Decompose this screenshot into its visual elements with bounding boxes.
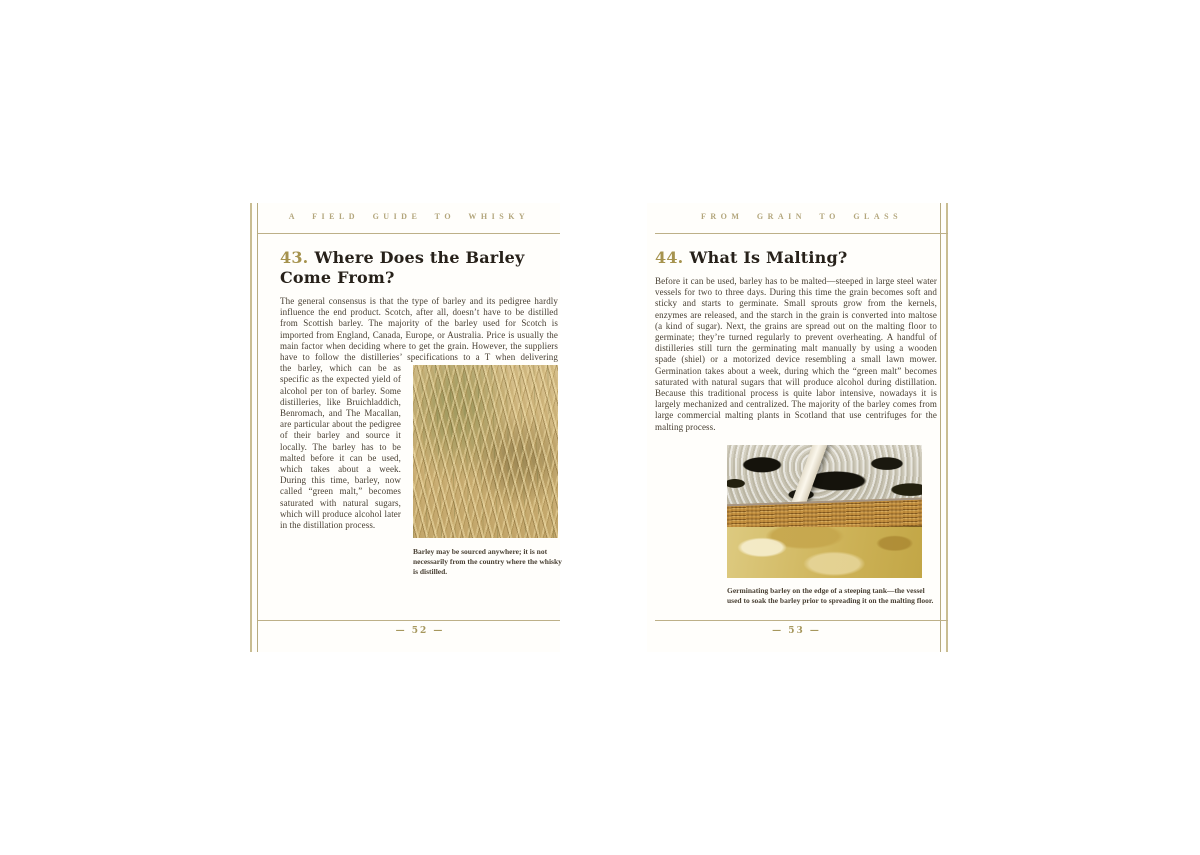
steeping-tank-figure (727, 445, 934, 606)
body-with-photo (280, 363, 562, 577)
header-rule (655, 233, 948, 234)
section-number: 43. (280, 248, 309, 267)
barley-photo-caption: Barley may be sourced anywhere; it is not necessarily from the country where the whisky is distilled. (413, 547, 562, 577)
footer-rule (655, 620, 948, 621)
section-title: Where Does the Barley Come From? (280, 248, 525, 287)
section-title: What Is Malting? (689, 248, 848, 267)
page-number: — 52 — (395, 626, 445, 636)
page-fore-edge-lines (250, 203, 258, 652)
body-paragraph-intro: The general consensus is that the type of barley and its pedigree hardly influence the end product. Scotch, after all, doesn’t have to be distilled from Scottish barley. The majority of the barley used for Scotch is imported from England, Canada, Europe, or Australia. Price is usually the main factor when deciding where to get the grain. However, the suppliers have to follow the distilleries’ specifications to a T when delivering (280, 296, 558, 363)
section-heading (655, 248, 937, 268)
body-paragraph: Before it can be used, barley has to be malted—steeped in large steel water vessels for two to three days. During this time the grain becomes soft and sticky and starts to germinate. Small sprouts grow from the kernels, enzymes are released, and the starch in the grain is converted into maltose (a kind of sugar). Next, the grains are spread out on the malting floor to germinate; they’re turned regularly to prevent overheating. A handful of distilleries still turn the germinating malt manually by using a wooden spade (shiel) or a motorized device resembling a small lawn mower. Germination takes about a week, during which the “green malt” becomes saturated with natural sugars that will produce alcohol during distillation. Because this traditional process is quite labor intensive, nowadays it is largely mechanized and centralized. The majority of the barley comes from large commercial malting plants in Scotland that use centrifuges for the malting process. (655, 276, 937, 432)
book-page-left (250, 203, 560, 652)
header-rule (258, 233, 560, 234)
left-page-content (280, 248, 562, 577)
page-fore-edge-lines (940, 203, 948, 652)
steeping-tank-photo (727, 445, 922, 578)
barley-field-photo (413, 365, 558, 538)
foam-water-area (727, 445, 922, 507)
tank-photo-caption: Germinating barley on the edge of a steeping tank—the vessel used to soak the barley prior to spreading it on the malting floor. (727, 585, 934, 605)
running-header: A FIELD GUIDE TO WHISKY (288, 212, 530, 221)
tank-wall (727, 527, 922, 578)
book-page-right (647, 203, 948, 652)
barley-field-figure (413, 365, 562, 577)
body-paragraph-wrapped: the barley, which can be as specific as the expected yield of alcohol per ton of barley. Some distilleries, like Bruichladdich, Benromach, and The Macallan, are particular about the pedigree of their barley and source it locally. The barley has to be malted before it can be used, which takes about a week. During this time, barley, now called “green malt,” becomes saturated with natural sugars, which will produce alcohol later in the distillation process. (280, 363, 401, 531)
footer-rule (258, 620, 560, 621)
running-header: FROM GRAIN TO GLASS (700, 212, 903, 221)
section-heading (280, 248, 558, 288)
page-number: — 53 — (772, 626, 821, 636)
section-number: 44. (655, 248, 684, 267)
right-page-content (655, 248, 937, 606)
